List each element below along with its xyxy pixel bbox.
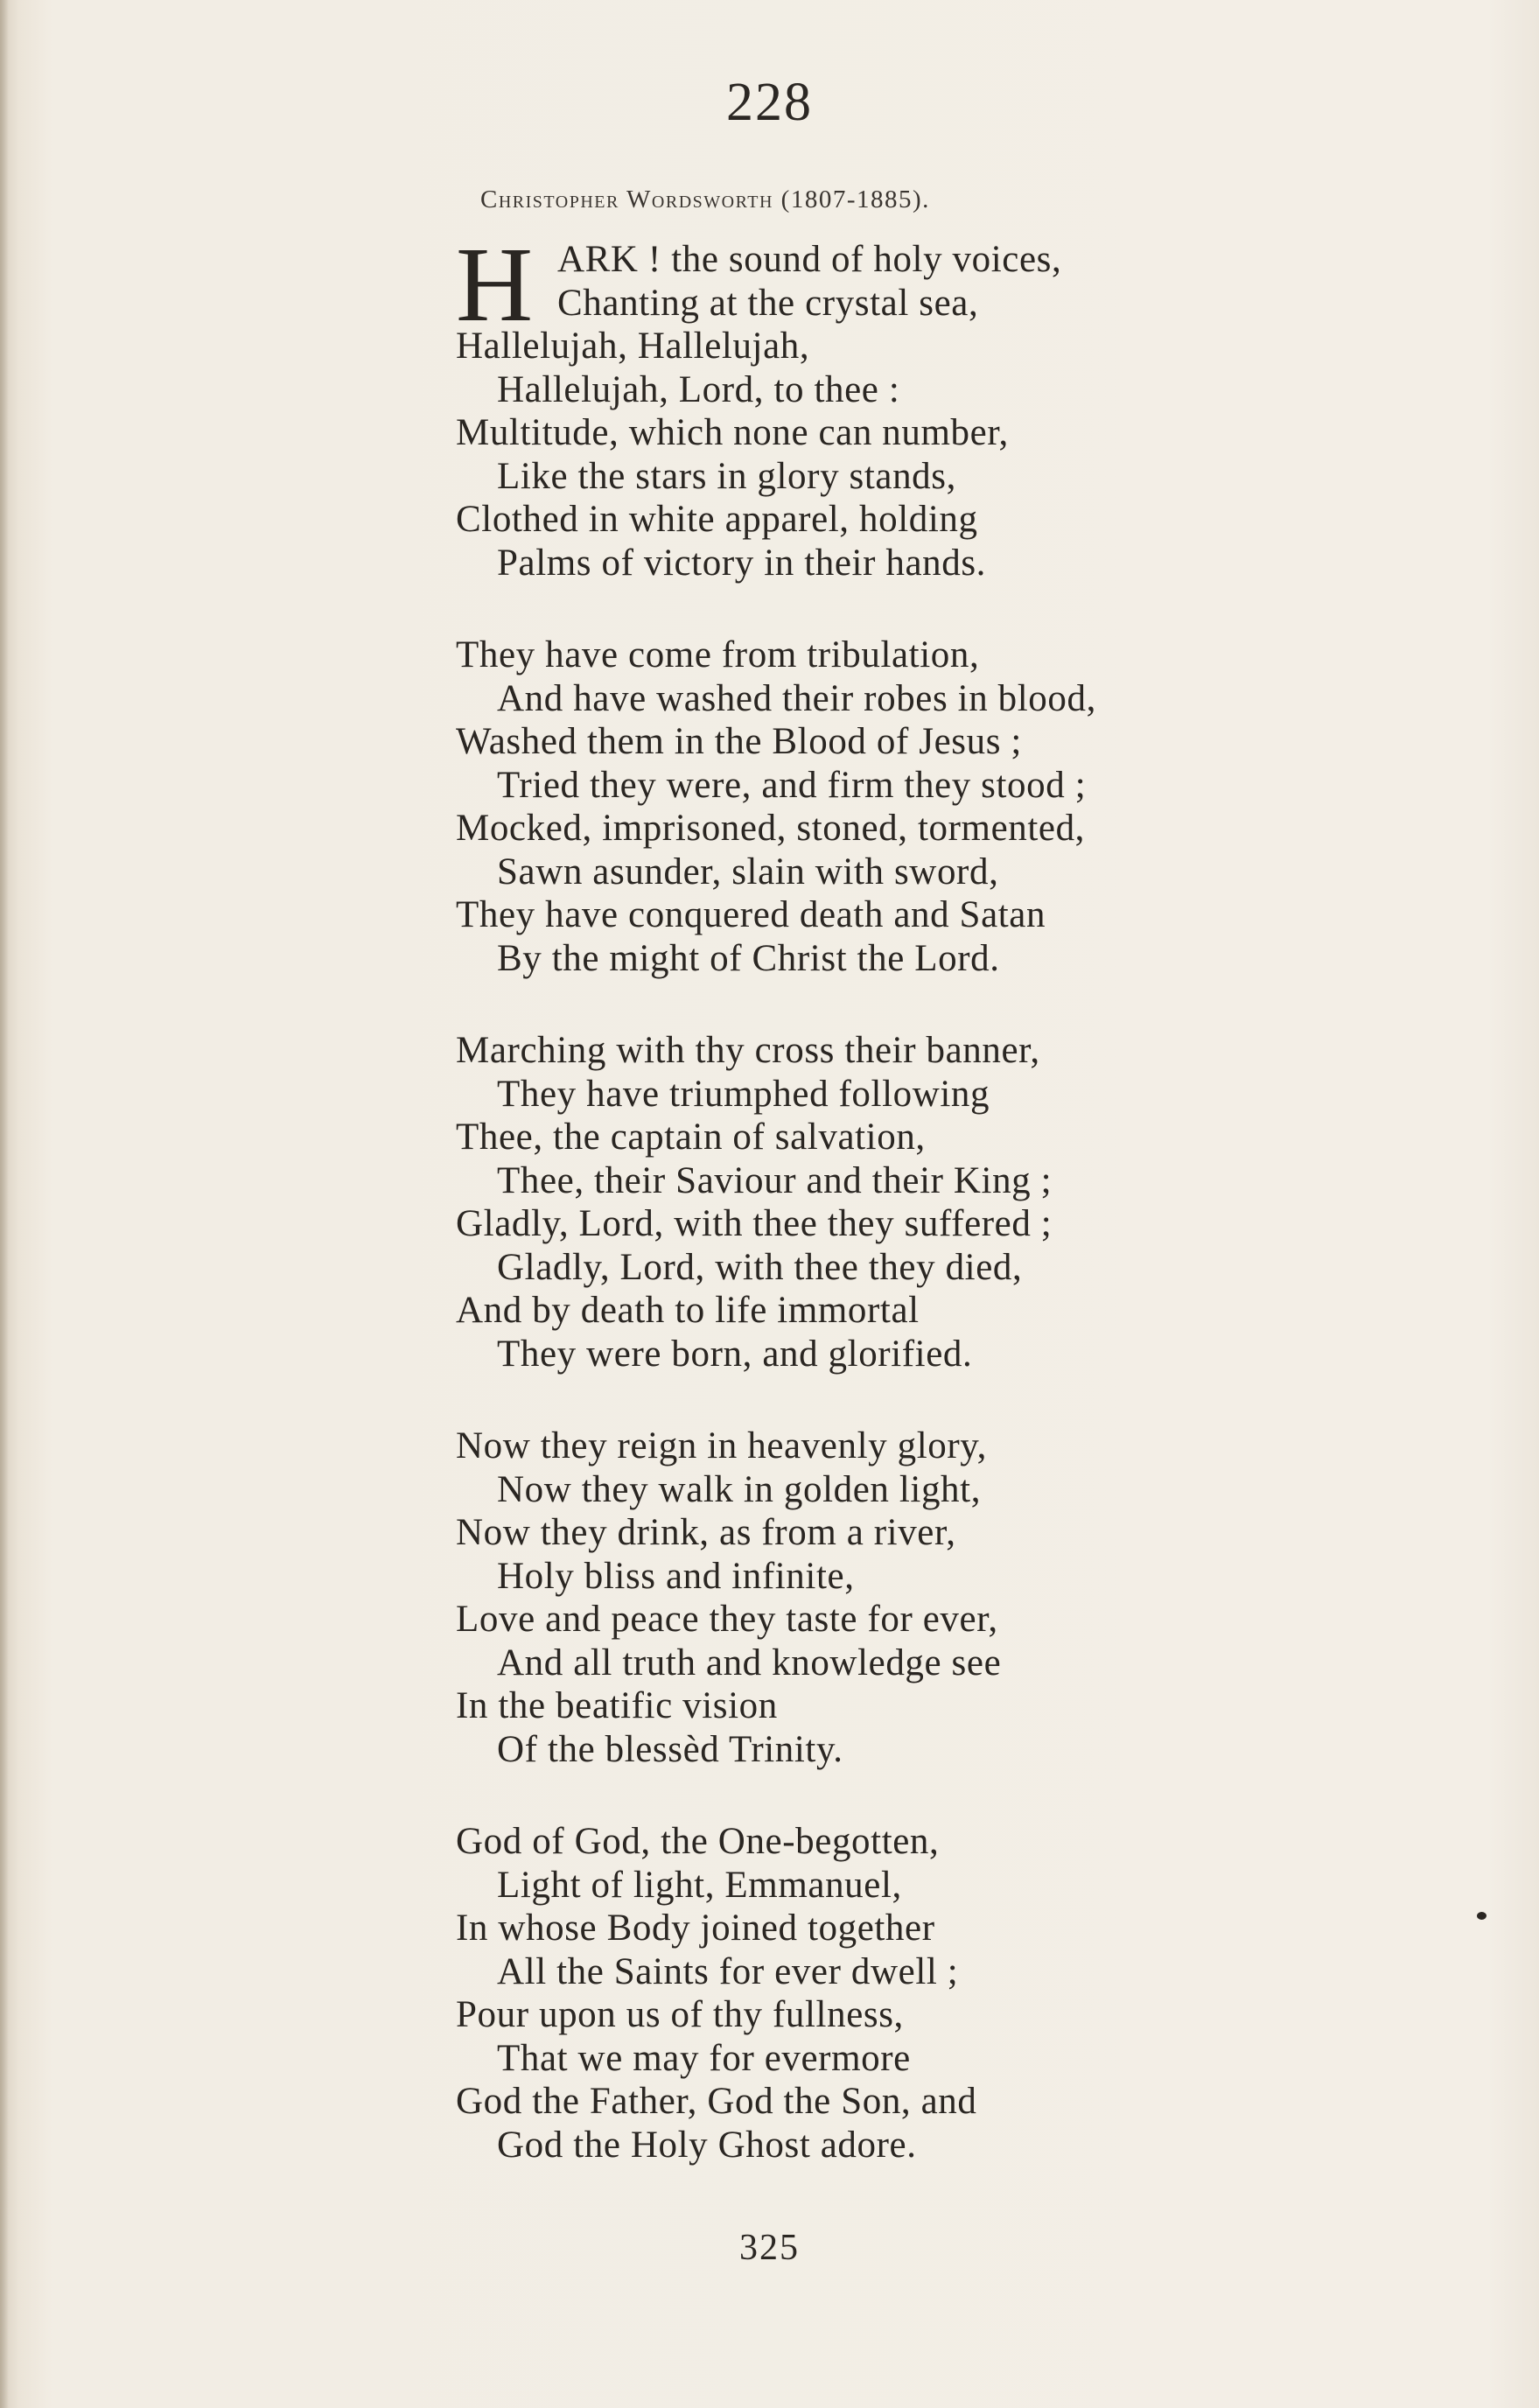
verse-line: In the beatific vision — [456, 1685, 778, 1726]
verse-line: Light of light, Emmanuel, — [497, 1864, 902, 1906]
verse-line: Marching with thy cross their banner, — [456, 1030, 1040, 1071]
stanza-3 — [456, 1029, 1471, 1376]
stanza-4 — [456, 1424, 1471, 1771]
verse-line: Now they walk in golden light, — [497, 1468, 982, 1510]
verse-line: All the Saints for ever dwell ; — [497, 1950, 959, 1992]
verse-line: Hallelujah, Hallelujah, — [456, 326, 810, 367]
page-number: 228 — [726, 73, 813, 132]
dropcap-block — [456, 226, 1471, 344]
verse-line: They have come from tribulation, — [456, 634, 980, 676]
verse-line: Sawn asunder, slain with sword, — [497, 850, 999, 892]
verse-line: Washed them in the Blood of Jesus ; — [456, 721, 1022, 762]
author-name: Christopher Wordsworth — [480, 186, 773, 214]
verse-line: Hallelujah, Lord, to thee : — [497, 368, 900, 410]
stanza-1 — [456, 226, 1471, 584]
verse-line: God the Holy Ghost adore. — [497, 2124, 917, 2166]
verse-line: Now they reign in heavenly glory, — [456, 1425, 987, 1466]
verse-line: Thee, their Saviour and their King ; — [497, 1159, 1053, 1201]
verse-line: In whose Body joined together — [456, 1908, 935, 1949]
verse-line: They were born, and glorified. — [497, 1333, 973, 1375]
verse-line: Chanting at the crystal sea, — [557, 282, 979, 324]
verse-line: Palms of victory in their hands. — [497, 542, 987, 584]
verse-line: Mocked, imprisoned, stoned, tormented, — [456, 808, 1086, 849]
verse-line: Now they drink, as from a river, — [456, 1512, 956, 1553]
verse-line: Multitude, which none can number, — [456, 412, 1009, 453]
verse-line: They have triumphed following — [497, 1073, 990, 1115]
hymn-number: 325 — [739, 2228, 800, 2268]
verse-line: That we may for evermore — [497, 2037, 911, 2079]
verse-line: And by death to life immortal — [456, 1290, 920, 1331]
verse-line: Clothed in white apparel, holding — [456, 499, 978, 540]
verse-line: Pour upon us of thy fullness, — [456, 1994, 904, 2035]
verse-line: And have washed their robes in blood, — [497, 677, 1096, 719]
author-dates: (1807-1885). — [780, 186, 930, 214]
stanza-2 — [456, 634, 1471, 980]
verse-line: By the might of Christ the Lord. — [497, 937, 1000, 979]
page-spine-shadow — [0, 0, 9, 2408]
verse-line: Holy bliss and infinite, — [497, 1555, 855, 1597]
verse-line: ARK ! the sound of holy voices, — [557, 239, 1062, 280]
verse-line: Like the stars in glory stands, — [497, 455, 956, 497]
verse-line: God the Father, God the Son, and — [456, 2081, 977, 2122]
verse-line: Thee, the captain of salvation, — [456, 1116, 926, 1158]
verse-line: Tried they were, and firm they stood ; — [497, 764, 1087, 806]
verse-line: They have conquered death and Satan — [456, 894, 1046, 935]
verse-line: Gladly, Lord, with thee they suffered ; — [456, 1203, 1053, 1244]
verse-line: God of God, the One-begotten, — [456, 1821, 940, 1862]
hymn-text — [456, 226, 1471, 2216]
verse-line: Of the blessèd Trinity. — [497, 1728, 843, 1770]
verse-line: Gladly, Lord, with thee they died, — [497, 1246, 1023, 1288]
dropcap-letter: H — [456, 226, 534, 344]
stanza-5 — [456, 1820, 1471, 2166]
verse-line: And all truth and knowledge see — [497, 1642, 1002, 1684]
ink-speck — [1477, 1912, 1487, 1920]
author-line — [480, 186, 930, 214]
verse-line: Love and peace they taste for ever, — [456, 1599, 998, 1640]
